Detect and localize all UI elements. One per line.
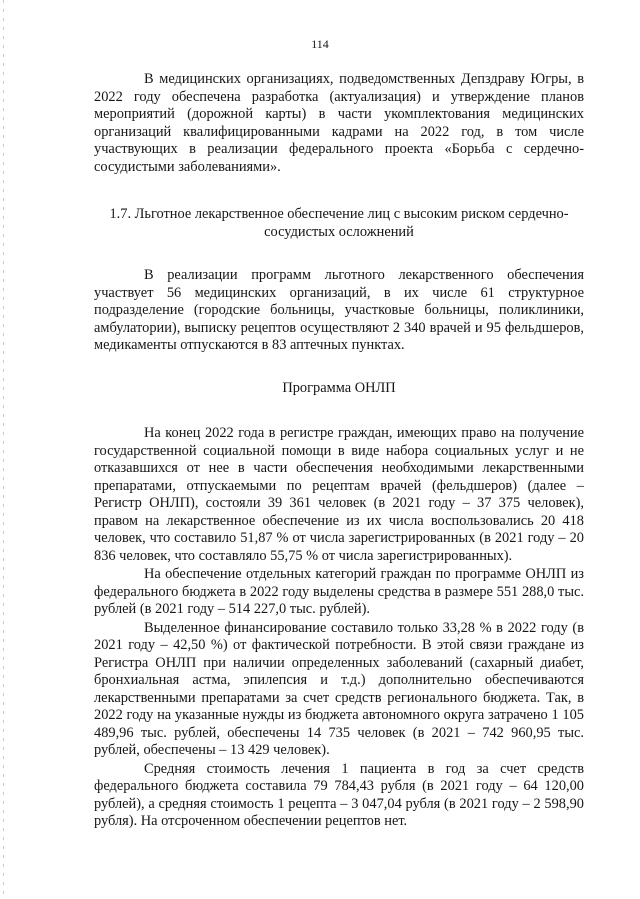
section-paragraph: В реализации программ льготного лекарственного обеспечения участвует 56 медицинских организаций, в их числе 61 структурное подразделение (городские больницы, участковые больницы, поликлиники, амбулатории), выписку рецептов осуществляют 2 340 врачей и 95 фельдшеров, медикаменты отпускаются в 83 аптечных пунктах.: [94, 267, 584, 353]
program-subheading: Программа ОНЛП: [282, 379, 396, 396]
body-paragraph-4: Средняя стоимость лечения 1 пациента в год за счет средств федерального бюджета составила 79 784,43 рубля (в 2021 году – 64 120,00 рублей), а средняя стоимость 1 рецепта – 3 047,04 рубля (в 2021 году – 2 598,90 рубля). На отсроченном обеспечении рецептов нет.: [94, 760, 584, 829]
intro-paragraph: В медицинских организациях, подведомственных Депздраву Югры, в 2022 году обеспечена разработка (актуализация) и утверждение планов мероприятий (дорожной карты) в части укомплектования медицинских организаций квалифицированными кадрами на 2022 год, в том числе участвующих в реализации федерального проекта «Борьба с сердечно-сосудистыми заболеваниями».: [94, 71, 584, 175]
section-heading: 1.7. Льготное лекарственное обеспечение лиц с высоким риском сердечно-сосудистых осложнений: [109, 206, 569, 240]
body-paragraph-2: На обеспечение отдельных категорий граждан по программе ОНЛП из федерального бюджета в 2022 году выделены средства в размере 551 288,0 тыс. рублей (в 2021 году – 514 227,0 тыс. рублей).: [94, 566, 584, 617]
scan-edge: [3, 0, 4, 899]
document-body: [94, 71, 584, 831]
body-paragraph-3: Выделенное финансирование составило только 33,28 % в 2022 году (в 2021 году – 42,50 %) от фактической потребности. В этой связи граждане из Регистра ОНЛП при наличии определенных заболеваний (сахарный диабет, бронхиальная астма, эпилепсия и т.д.) дополнительно обеспечиваются лекарственными препаратами за счет средств регионального бюджета. Так, в 2022 году на указанные нужды из бюджета автономного округа затрачено 1 105 489,96 тыс. рублей, обеспечены 14 735 человек (в 2021 – 742 960,95 тыс. рублей, обеспечены – 13 429 человек).: [94, 619, 584, 758]
body-paragraph-1: На конец 2022 года в регистре граждан, имеющих право на получение государственной социальной помощи в виде набора социальных услуг и не отказавшихся от нее в части обеспечения необходимыми лекарственными препаратами, отпускаемыми по рецептам врачей (фельдшеров) (далее – Регистр ОНЛП), состояли 39 361 человек (в 2021 году – 37 375 человек), правом на лекарственное обеспечение из их числа воспользовались 20 418 человек, что составило 51,87 % от числа зарегистрированных (в 2021 году – 20 836 человек, что составляло 55,75 % от числа зарегистрированных).: [94, 425, 584, 564]
page-number: 114: [311, 37, 329, 51]
